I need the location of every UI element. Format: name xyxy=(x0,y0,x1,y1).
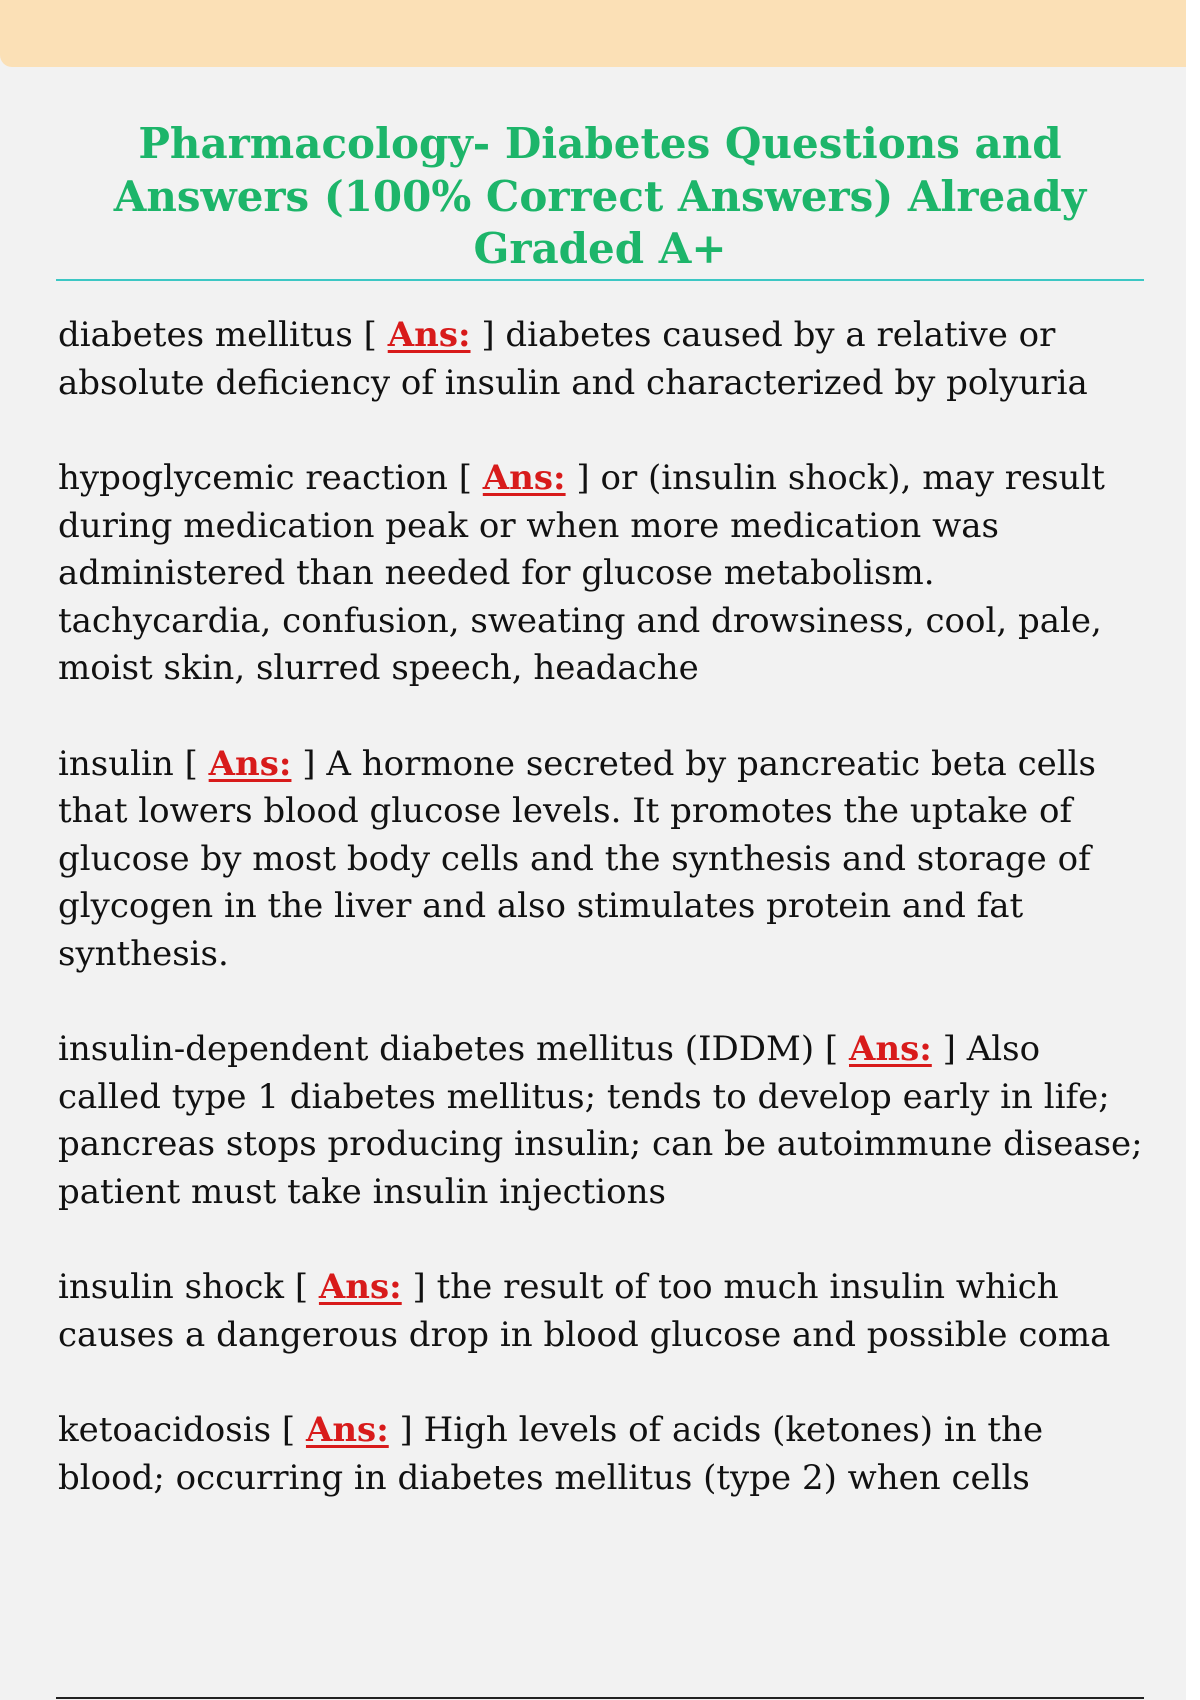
qa-entry-hypoglycemic-reaction: hypoglycemic reaction [ Ans: ] or (insulin shock), may result during medication peak or when more medication was administered than needed for glucose metabolism. tachycardia, confusion, sweating and drowsiness, cool, pale, moist skin, slurred speech, headache xyxy=(58,458,1105,688)
entry-term: diabetes mellitus xyxy=(58,315,353,355)
qa-entry-insulin-shock: insulin shock [ Ans: ] the result of too much insulin which causes a dangerous drop in blood glucose and possible coma xyxy=(58,1267,1111,1355)
entry-answer: or (insulin shock), may result during medication peak or when more medication was administered than needed for glucose metabolism. tachycardia, confusion, sweating and drowsiness, cool, pale, moist skin, slurred speech, headache xyxy=(58,458,1105,688)
entry-answer: High levels of acids (ketones) in the blood; occurring in diabetes mellitus (type 2) when cells xyxy=(58,1410,1044,1498)
entry-term: insulin xyxy=(58,743,174,784)
qa-list xyxy=(58,312,1144,1550)
ans-label: Ans: xyxy=(387,315,471,355)
entry-term: insulin-dependent diabetes mellitus (IDDM) xyxy=(58,1029,815,1069)
qa-entry-insulin: insulin [ Ans: ] A hormone secreted by pancreatic beta cells that lowers blood glucose levels. It promotes the uptake of glucose by most body cells and the synthesis and storage of glycogen in the liver and also stimulates protein and fat synthesis. xyxy=(58,743,1096,974)
ans-label: Ans: xyxy=(482,458,566,498)
entry-answer: Also called type 1 diabetes mellitus; tends to develop early in life; pancreas stops producing insulin; can be autoimmune disease; patient must take insulin injections xyxy=(58,1029,1143,1212)
ans-label: Ans: xyxy=(305,1410,389,1450)
entry-term: insulin shock xyxy=(58,1267,285,1307)
entry-answer: the result of too much insulin which causes a dangerous drop in blood glucose and possible coma xyxy=(58,1267,1111,1355)
title-divider xyxy=(56,279,1144,281)
page-edge xyxy=(1186,0,1200,1700)
ans-label: Ans: xyxy=(849,1029,932,1069)
entry-term: hypoglycemic reaction xyxy=(58,458,448,498)
entry-answer: diabetes caused by a relative or absolute deficiency of insulin and characterized by polyuria xyxy=(58,315,1088,403)
document-title: Pharmacology- Diabetes Questions and Answers (100% Correct Answers) Already Graded A+ xyxy=(113,119,1087,273)
qa-entry-iddm: insulin-dependent diabetes mellitus (IDDM) [ Ans: ] Also called type 1 diabetes mellitus; tends to develop early in life; pancreas stops producing insulin; can be autoimmune disease; patient must take insulin injections xyxy=(58,1029,1143,1212)
ans-label: Ans: xyxy=(208,743,292,784)
ans-label: Ans: xyxy=(318,1267,402,1307)
top-banner xyxy=(0,0,1200,67)
entry-answer: A hormone secreted by pancreatic beta cells that lowers blood glucose levels. It promotes the uptake of glucose by most body cells and the synthesis and storage of glycogen in the liver and also stimulates protein and fat synthesis. xyxy=(58,743,1096,974)
entry-term: ketoacidosis xyxy=(58,1410,272,1450)
footer-divider xyxy=(56,1697,1144,1699)
qa-entry-diabetes-mellitus: diabetes mellitus [ Ans: ] diabetes caused by a relative or absolute deficiency of insulin and characterized by polyuria xyxy=(58,315,1088,403)
qa-entry-ketoacidosis: ketoacidosis [ Ans: ] High levels of acids (ketones) in the blood; occurring in diabetes mellitus (type 2) when cells xyxy=(58,1410,1044,1498)
